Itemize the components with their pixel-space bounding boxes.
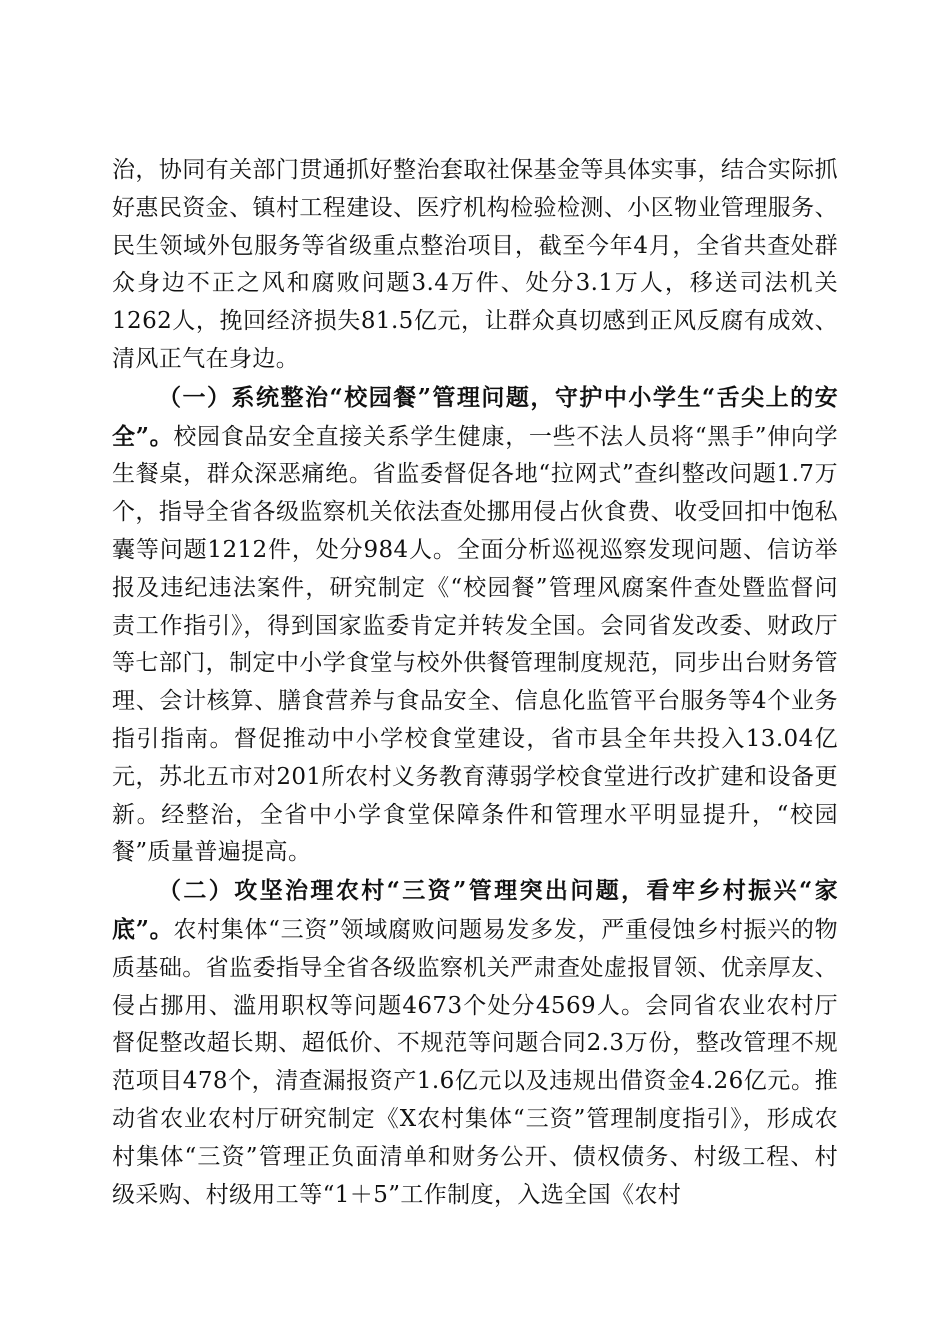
section-heading-rural-assets: （二）攻坚治理农村“三资”管理突出问题，看牢乡村振兴“家底”。	[112, 877, 838, 943]
paragraph-rural-assets	[112, 872, 838, 1214]
paragraph-school-meals-text: 校园食品安全直接关系学生健康，一些不法人员将“黑手”伸向学生餐桌，群众深恶痛绝。省监委督促各地“拉网式”查纠整改问题1.7万个，指导全省各级监察机关依法查处挪用侵占伙食费、收受回扣中饱私囊等问题1212件，处分984人。全面分析巡视巡察发现问题、信访举报及违纪违法案件，研究制定《“校园餐”管理风腐案件查处暨监督问责工作指引》，得到国家监委肯定并转发全国。会同省发改委、财政厅等七部门，制定中小学食堂与校外供餐管理制度规范，同步出台财务管理、会计核算、膳食营养与食品安全、信息化监管平台服务等4个业务指引指南。督促推动中小学校食堂建设，省市县全年共投入13.04亿元，苏北五市对201所农村义务教育薄弱学校食堂进行改扩建和设备更新。经整治，全省中小学食堂保障条件和管理水平明显提升，“校园餐”质量普遍提高。	[112, 423, 838, 866]
section-heading-school-meals: （一）系统整治“校园餐”管理问题，守护中小学生“舌尖上的安全”。	[112, 383, 838, 450]
paragraph-intro	[112, 152, 838, 379]
document-body	[112, 152, 838, 1214]
paragraph-intro-text: 治，协同有关部门贯通抓好整治套取社保基金等具体实事，结合实际抓好惠民资金、镇村工程建设、医疗机构检验检测、小区物业管理服务、民生领域外包服务等省级重点整治项目，截至今年4月，全省共查处群众身边不正之风和腐败问题3.4万件、处分3.1万人，移送司法机关1262人，挽回经济损失81.5亿元，让群众真切感到正风反腐有成效、清风正气在身边。	[112, 157, 838, 372]
paragraph-school-meals	[112, 379, 838, 872]
paragraph-rural-assets-text: 农村集体“三资”领域腐败问题易发多发，严重侵蚀乡村振兴的物质基础。省监委指导全省各级监察机关严肃查处虚报冒领、优亲厚友、侵占挪用、滥用职权等问题4673个处分4569人。会同省农业农村厅督促整改超长期、超低价、不规范等问题合同2.3万份，整改管理不规范项目478个，清查漏报资产1.6亿元以及违规出借资金4.26亿元。推动省农业农村厅研究制定《X农村集体“三资”管理制度指引》，形成农村集体“三资”管理正负面清单和财务公开、债权债务、村级工程、村级采购、村级用工等“1＋5”工作制度，入选全国《农村	[112, 916, 838, 1208]
